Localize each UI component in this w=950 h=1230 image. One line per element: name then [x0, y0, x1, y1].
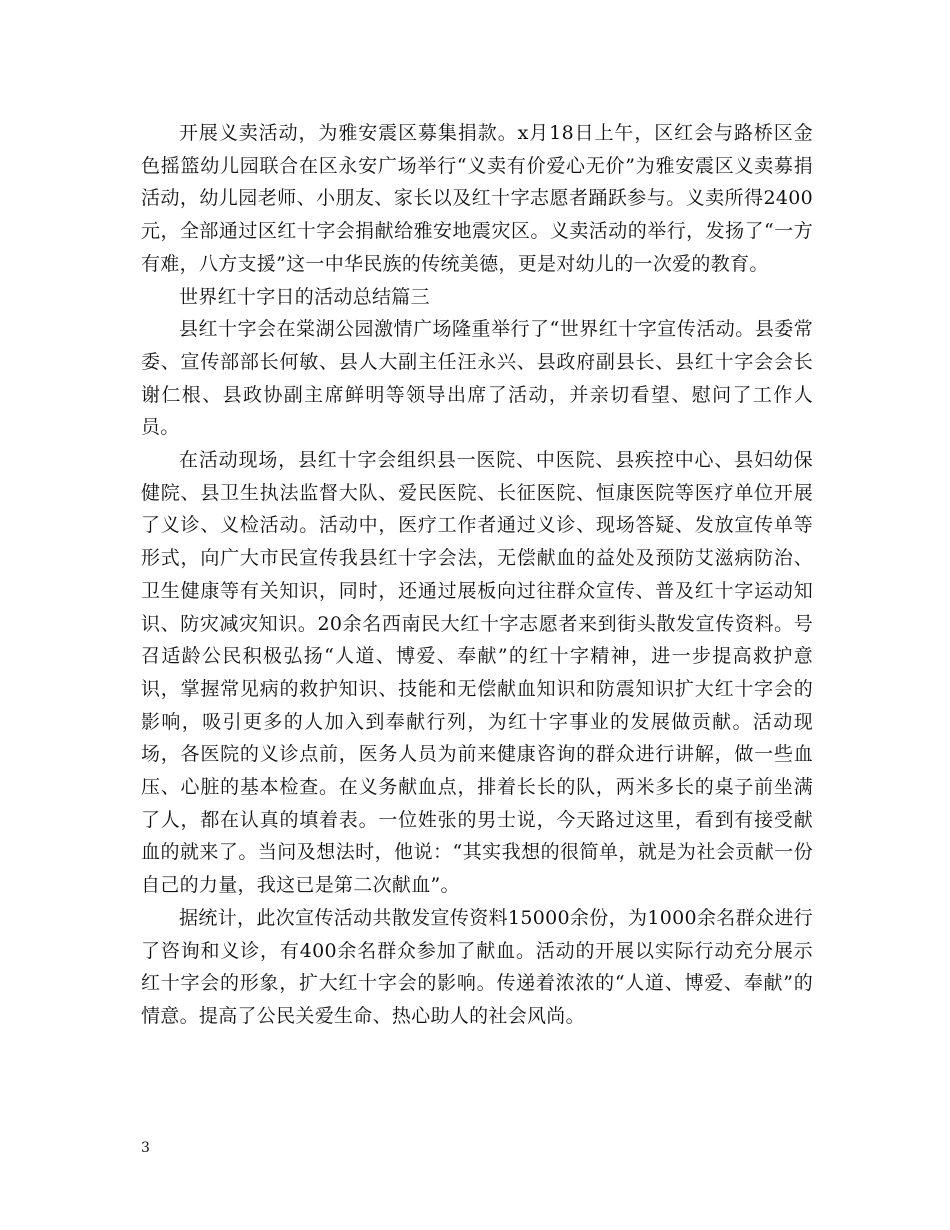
- document-body: [141, 117, 813, 1033]
- paragraph-event-details: 在活动现场，县红十字会组织县一医院、中医院、县疾控中心、县妇幼保健院、县卫生执法监督大队、爱民医院、长征医院、恒康医院等医疗单位开展了义诊、义检活动。活动中，医疗工作者通过义诊、现场答疑、发放宣传单等形式，向广大市民宣传我县红十字会法，无偿献血的益处及预防艾滋病防治、卫生健康等有关知识，同时，还通过展板向过往群众宣传、普及红十字运动知识、防灾减灾知识。20余名西南民大红十字志愿者来到街头散发宣传资料。号召适龄公民积极弘扬“人道、博爱、奉献”的红十字精神，进一步提高救护意识，掌握常见病的救护知识、技能和无偿献血知识和防震知识扩大红十字会的影响，吸引更多的人加入到奉献行列，为红十字事业的发展做贡献。活动现场，各医院的义诊点前，医务人员为前来健康咨询的群众进行讲解，做一些血压、心脏的基本检查。在义务献血点，排着长长的队，两米多长的桌子前坐满了人，都在认真的填着表。一位姓张的男士说，今天路过这里，看到有接受献血的就来了。当问及想法时，他说：“其实我想的很简单，就是为社会贡献一份自己的力量，我这已是第二次献血”。: [141, 449, 813, 897]
- paragraph-event-intro: 县红十字会在棠湖公园激情广场隆重举行了“世界红十字宣传活动。县委常委、宣传部部长何敏、县人大副主任汪永兴、县政府副县长、县红十字会会长谢仁根、县政协副主席鲜明等领导出席了活动，并亲切看望、慰问了工作人员。: [141, 318, 813, 439]
- section-heading: 世界红十字日的活动总结篇三: [179, 285, 430, 308]
- paragraph-statistics: 据统计，此次宣传活动共散发宣传资料15000余份，为1000余名群众进行了咨询和义诊，有400余名群众参加了献血。活动的开展以实际行动充分展示红十字会的形象，扩大红十字会的影响。传递着浓浓的“人道、博爱、奉献”的情意。提高了公民关爱生命、热心助人的社会风尚。: [141, 906, 813, 1027]
- page-number: 3: [141, 1140, 150, 1156]
- paragraph-fundraising: 开展义卖活动，为雅安震区募集捐款。x月18日上午，区红会与路桥区金色摇篮幼儿园联合在区永安广场举行“义卖有价爱心无价”为雅安震区义卖募捐活动，幼儿园老师、小朋友、家长以及红十字志愿者踊跃参与。义卖所得2400元，全部通过区红十字会捐献给雅安地震灾区。义卖活动的举行，发扬了“一方有难，八方支援”这一中华民族的传统美德，更是对幼儿的一次爱的教育。: [141, 122, 813, 275]
